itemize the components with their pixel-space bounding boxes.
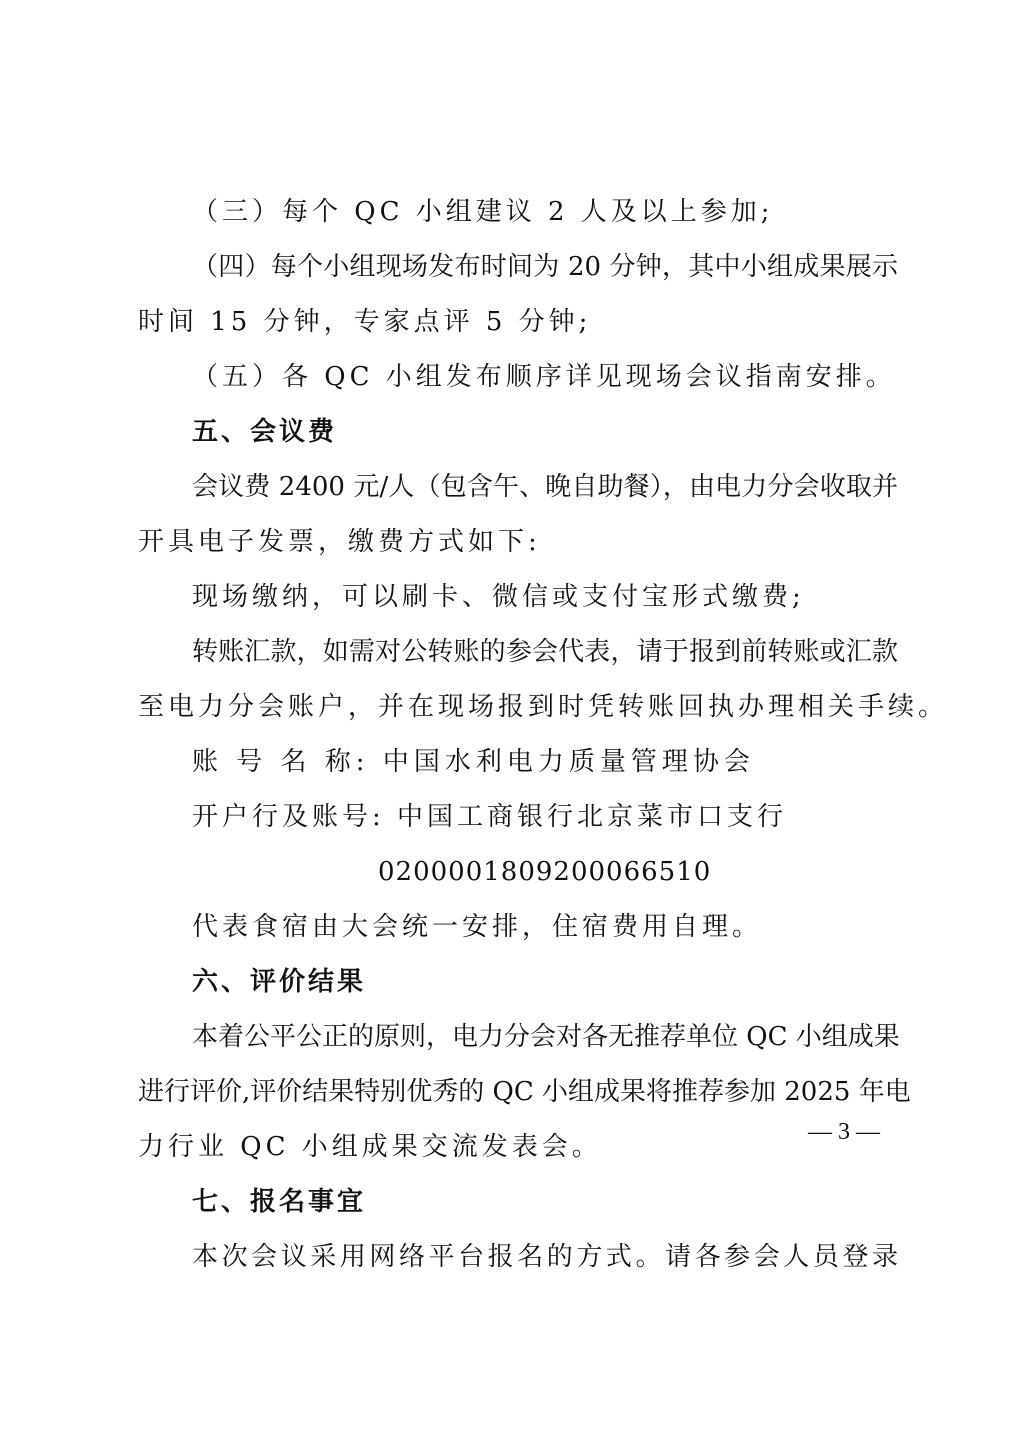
account-name-line: 账 号 名 称: 中国水利电力质量管理协会 <box>192 747 755 777</box>
section-heading-registration: 七、报名事宜 <box>192 1187 367 1217</box>
paragraph-item-3: （三）每个 QC 小组建议 2 人及以上参加; <box>192 197 774 227</box>
bank-account-line: 开户行及账号: 中国工商银行北京菜市口支行 <box>192 802 788 832</box>
paragraph-item-4-line-2: 时间 15 分钟，专家点评 5 分钟; <box>138 307 592 337</box>
accommodation-paragraph: 代表食宿由大会统一安排，住宿费用自理。 <box>192 912 763 942</box>
paragraph-item-5: （五）各 QC 小组发布顺序详见现场会议指南安排。 <box>192 362 896 392</box>
evaluation-paragraph-line-3: 力行业 QC 小组成果交流发表会。 <box>138 1132 602 1162</box>
evaluation-paragraph-line-2: 进行评价,评价结果特别优秀的 QC 小组成果将推荐参加 2025 年电 <box>138 1077 911 1107</box>
meeting-fee-paragraph-line-1: 会议费 2400 元/人（包含午、晚自助餐），由电力分会收取并 <box>192 472 898 502</box>
transfer-paragraph-line-1: 转账汇款，如需对公转账的参会代表，请于报到前转账或汇款 <box>192 637 898 667</box>
registration-paragraph-line-1: 本次会议采用网络平台报名的方式。请各参会人员登录 <box>192 1242 898 1272</box>
section-heading-evaluation: 六、评价结果 <box>192 967 367 997</box>
account-number: 0200001809200066510 <box>378 857 712 887</box>
onsite-payment-paragraph: 现场缴纳，可以刷卡、微信或支付宝形式缴费; <box>192 582 805 612</box>
paragraph-item-4-line-1: （四）每个小组现场发布时间为 20 分钟，其中小组成果展示 <box>192 252 898 282</box>
evaluation-paragraph-line-1: 本着公平公正的原则，电力分会对各无推荐单位 QC 小组成果 <box>192 1022 900 1052</box>
page-number: — 3 — <box>808 1119 880 1145</box>
section-heading-meeting-fee: 五、会议费 <box>192 417 338 447</box>
transfer-paragraph-line-2: 至电力分会账户，并在现场报到时凭转账回执办理相关手续。 <box>138 692 949 722</box>
meeting-fee-paragraph-line-2: 开具电子发票，缴费方式如下: <box>138 527 541 557</box>
